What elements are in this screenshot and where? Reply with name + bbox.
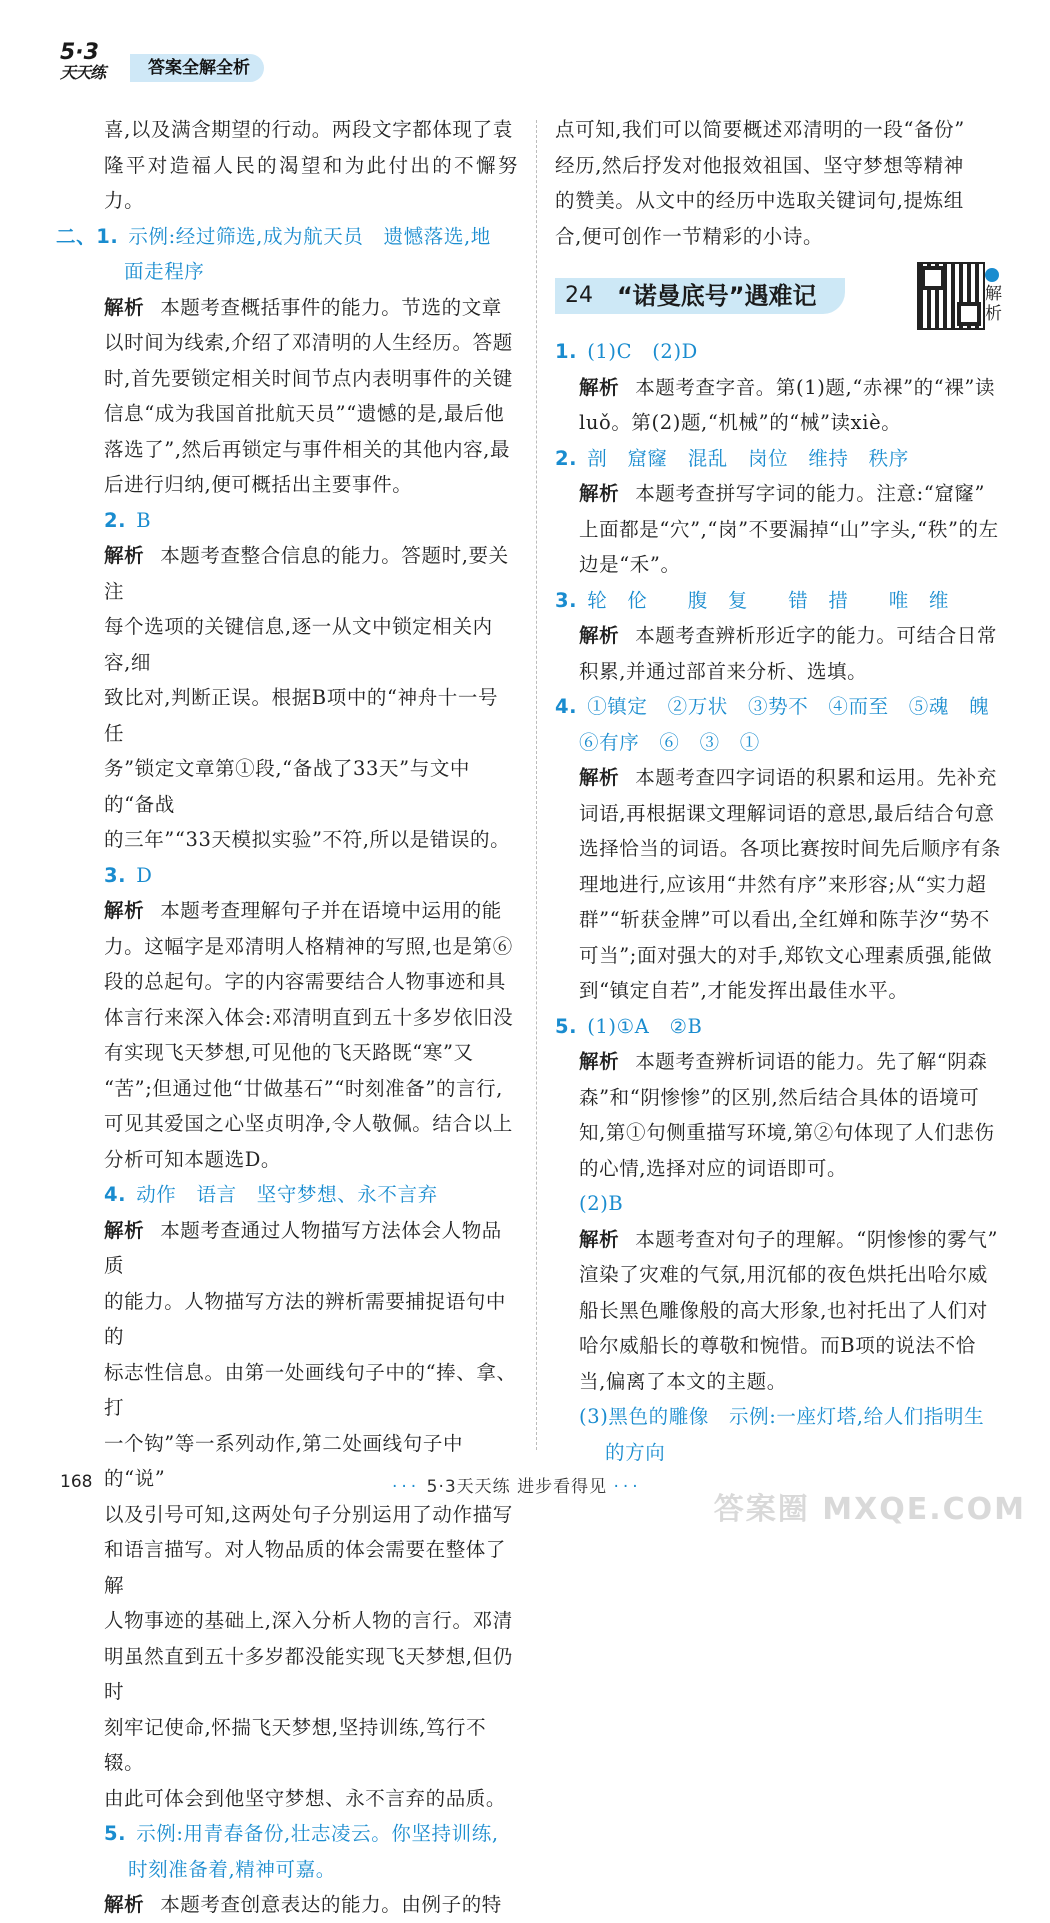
text-line: 落选了”,然后再锁定与事件相关的其他内容,最: [104, 437, 511, 461]
column-divider: [536, 120, 537, 1450]
lesson-header: [555, 262, 1005, 326]
question-5: 5. 示例:用青春备份,壮志凌云。你坚持训练,: [104, 1822, 499, 1845]
text-line: 的三年”“33天模拟实验”不符,所以是错误的。: [104, 828, 511, 851]
question-3: 3. D: [104, 863, 153, 887]
text-line: 务”锁定文章第①段,“备战了33天”与文中的“备战: [104, 757, 471, 816]
text-line: 一个钩”等一系列动作,第二处画线句子中的“说”: [104, 1431, 464, 1490]
answer-text: 示例:经过筛选,成为航天员 遗憾落选,地: [128, 224, 491, 248]
text-line: 本题考查辨析形近字的能力。可结合日常: [635, 624, 998, 647]
analysis-label: 解析: [104, 544, 145, 567]
text-line: 本题考查整合信息的能力。答题时,要关注: [104, 544, 509, 603]
text-line: 时,首先要锁定相关时间节点内表明事件的关键: [104, 366, 513, 390]
lesson-number: 24: [565, 283, 593, 308]
page-header: [60, 42, 320, 86]
analysis-label: 解析: [579, 375, 620, 399]
text-line: 知,第①句侧重描写环境,第②句体现了人们悲伤: [579, 1121, 995, 1144]
question-1: 1. (1)C (2)D: [555, 340, 698, 363]
text-line: 的赞美。从文中的经历中选取关键词句,提炼组: [555, 189, 964, 212]
footer-slogan: [392, 1472, 642, 1497]
text-line: 群”“斩获金牌”可以看出,全红婵和陈芋汐“势不: [579, 908, 990, 931]
answer-text: 面走程序: [124, 260, 205, 283]
text-line: 本题考查辨析词语的能力。先了解“阴森: [635, 1050, 988, 1073]
analysis-label: 解析: [579, 624, 620, 647]
lesson-title: “诺曼底号”遇难记: [617, 282, 817, 310]
text-line: 本题考查字音。第(1)题,“赤裸”的“裸”读: [635, 375, 996, 399]
page-number: 168: [60, 1472, 93, 1492]
question-3: 3. 轮 伦 腹 复 错 措 唯 维: [555, 588, 949, 612]
text-line: 和语言描写。对人物品质的体会需要在整体了解: [104, 1538, 507, 1597]
qr-code[interactable]: [917, 262, 985, 330]
analysis-label: 解析: [104, 1218, 145, 1242]
text-line: 信息“成为我国首批航天员”“遗憾的是,最后他: [104, 402, 505, 425]
question-2: 2. B: [104, 508, 152, 532]
text-line: 力。这幅字是邓清明人格精神的写照,也是第⑥: [104, 934, 513, 958]
text-line: 到“镇定自若”,才能发挥出最佳水平。: [579, 979, 909, 1002]
text-line: 由此可体会到他坚守梦想、永不言弃的品质。: [104, 1786, 507, 1810]
question-number: 二、1.: [56, 224, 119, 248]
analysis-label: 解析: [579, 482, 620, 505]
answer-text: 时刻准备着,精神可嘉。: [128, 1857, 336, 1881]
qr-label: 解析: [985, 284, 1002, 324]
text-line: 船长黑色雕像般的高大形象,也衬托出了人们对: [579, 1298, 988, 1322]
answer-text: (3)黑色的雕像 示例:一座灯塔,给人们指明生: [579, 1405, 985, 1428]
text-line: 本题考查理解句子并在语境中运用的能: [160, 899, 502, 922]
analysis-label: 解析: [104, 899, 145, 922]
answer-text: ⑥有序 ⑥ ③ ①: [579, 730, 760, 754]
text-line: 哈尔威船长的尊敬和惋惜。而B项的说法不恰: [579, 1334, 976, 1357]
text-line: 本题考查四字词语的积累和运用。先补充: [635, 766, 998, 789]
question-4: 4. 动作 语言 坚守梦想、永不言弃: [104, 1183, 438, 1206]
text-line: 经历,然后抒发对他报效祖国、坚守梦想等精神: [555, 153, 964, 177]
text-line: 刻牢记使命,怀揣飞天梦想,坚持训练,笃行不辍。: [104, 1715, 487, 1774]
text-line: 选择恰当的词语。各项比赛按时间先后顺序有条: [579, 837, 1002, 860]
text-line: 每个选项的关键信息,逐一从文中锁定相关内容,细: [104, 615, 493, 674]
text-line: 本题考查对句子的理解。“阴惨惨的雾气”: [635, 1227, 999, 1251]
text-line: 人物事迹的基础上,深入分析人物的言行。邓清: [104, 1609, 513, 1632]
text-line: 分析可知本题选D。: [104, 1147, 282, 1171]
text-line: 的能力。人物描写方法的辨析需要捕捉语句中的: [104, 1289, 507, 1348]
text-line: 体言行来深入体会:邓清明直到五十多岁依旧没: [104, 1005, 514, 1029]
text-line: 可见其爱国之心坚贞明净,令人敬佩。结合以上: [104, 1112, 513, 1135]
answer-text: 的方向: [605, 1440, 666, 1464]
watermark: 答案圈 MXQE.COM: [713, 1492, 1026, 1527]
analysis-label: 解析: [579, 766, 620, 789]
text-line: 本题考查概括事件的能力。节选的文章: [160, 295, 502, 319]
text-line: 后进行归纳,便可概括出主要事件。: [104, 473, 413, 496]
analysis-label: 解析: [579, 1050, 620, 1073]
text-line: 渲染了灾难的气氛,用沉郁的夜色烘托出哈尔威: [579, 1263, 988, 1286]
text-line: 点可知,我们可以简要概述邓清明的一段“备份”: [555, 118, 965, 141]
answer-text: (2)B: [579, 1192, 624, 1215]
footer-dots-right: ···: [613, 1477, 642, 1497]
text-line: 理地进行,应该用“井然有序”来形容;从“实力超: [579, 872, 987, 896]
text-line: 词语,再根据课文理解词语的意思,最后结合句意: [579, 801, 995, 825]
question-1: [56, 219, 518, 290]
text-line: 标志性信息。由第一处画线句子中的“捧、拿、打: [104, 1360, 517, 1419]
text-line: 明虽然直到五十多岁都没能实现飞天梦想,但仍时: [104, 1644, 513, 1703]
text-line: 当,偏离了本文的主题。: [579, 1369, 787, 1393]
text-line: 森”和“阴惨惨”的区别,然后结合具体的语境可: [579, 1085, 980, 1109]
text-line: 本题考查创意表达的能力。由例子的特: [160, 1893, 502, 1916]
text-line: 隆平对造福人民的渴望和为此付出的不懈努力。: [104, 153, 518, 212]
text-line: 有实现飞天梦想,可见他的飞天路既“寒”又: [104, 1041, 474, 1064]
brand-logo: 5·3 天天练: [60, 40, 106, 82]
text-line: 积累,并通过部首来分析、选填。: [579, 659, 868, 683]
text-line: 可当”;面对强大的对手,郑钦文心理素质强,能做: [579, 943, 993, 967]
text-line: luǒ。第(2)题,“机械”的“械”读xiè。: [579, 411, 902, 434]
header-title: 答案全解全析: [130, 54, 264, 82]
text-line: 本题考查拼写字词的能力。注意:“窟窿”: [635, 482, 986, 505]
footer-slogan-text: 5·3天天练 进步看得见: [426, 1477, 608, 1497]
question-4: 4. ①镇定 ②万状 ③势不 ④而至 ⑤魂 魄: [555, 695, 990, 718]
text-line: 的心情,选择对应的词语即可。: [579, 1156, 848, 1180]
text-line: 上面都是“穴”,“岗”不要漏掉“山”字头,“秩”的左: [579, 517, 999, 541]
text-line: 边是“禾”。: [579, 553, 681, 576]
right-column: [555, 112, 1005, 1470]
analysis-label: 解析: [104, 295, 145, 319]
text-line: 致比对,判断正误。根据B项中的“神舟十一号任: [104, 686, 499, 745]
text-line: 段的总起句。字的内容需要结合人物事迹和具: [104, 970, 507, 993]
analysis-label: 解析: [104, 1893, 145, 1916]
text-line: 合,便可创作一节精彩的小诗。: [555, 224, 824, 248]
text-line: 以及引号可知,这两处句子分别运用了动作描写: [104, 1502, 513, 1526]
text-line: 本题考查通过人物描写方法体会人物品质: [104, 1218, 502, 1277]
text-line: “苦”;但通过他“廿做基石”“时刻准备”的言行,: [104, 1076, 503, 1100]
question-2: 2. 剖 窟窿 混乱 岗位 维持 秩序: [555, 446, 909, 470]
text-line: 喜,以及满含期望的行动。两段文字都体现了袁: [104, 118, 513, 141]
text-line: 以时间为线索,介绍了邓清明的人生经历。答题: [104, 331, 513, 354]
question-5: 5. (1)①A ②B: [555, 1014, 703, 1038]
analysis-label: 解析: [579, 1227, 620, 1251]
play-icon[interactable]: [985, 268, 999, 282]
footer-dots-left: ···: [392, 1477, 421, 1497]
